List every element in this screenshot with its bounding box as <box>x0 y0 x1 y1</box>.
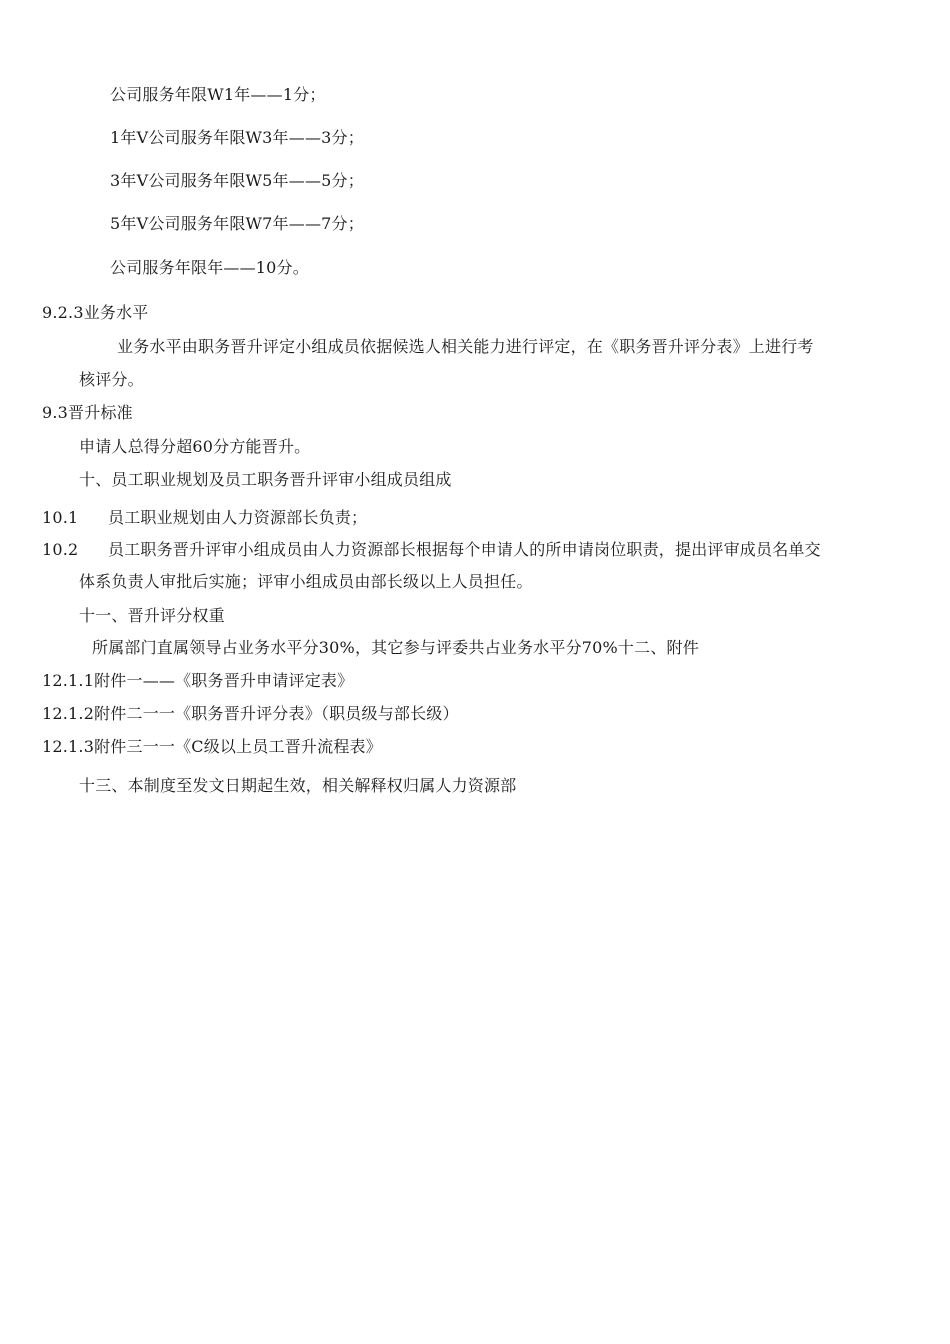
service-years-item-4: 5年V公司服务年限W7年——7分； <box>110 214 364 233</box>
section-10-2-number: 10.2 <box>42 540 79 559</box>
section-9-2-3-body-line1: 业务水平由职务晋升评定小组成员依据候选人相关能力进行评定，在《职务晋升评分表》上进行考 <box>117 337 814 356</box>
service-years-item-1: 公司服务年限W1年——1分； <box>110 85 326 104</box>
section-10-2-text-line1: 员工职务晋升评审小组成员由人力资源部长根据每个申请人的所申请岗位职责，提出评审成员名单交 <box>108 540 821 559</box>
section-9-2-3-heading: 9.2.3业务水平 <box>42 303 149 322</box>
service-years-item-5: 公司服务年限年——10分。 <box>110 258 309 277</box>
section-11-heading: 十一、晋升评分权重 <box>79 606 225 625</box>
section-10-1-number: 10.1 <box>42 508 79 527</box>
section-9-3-body: 申请人总得分超60分方能晋升。 <box>79 437 311 456</box>
section-13-text: 十三、本制度至发文日期起生效，相关解释权归属人力资源部 <box>79 776 517 795</box>
section-9-3-heading: 9.3晋升标准 <box>42 403 133 422</box>
section-11-body: 所属部门直属领导占业务水平分30%，其它参与评委共占业务水平分70%十二、附件 <box>92 638 699 657</box>
section-10-heading: 十、员工职业规划及员工职务晋升评审小组成员组成 <box>79 470 452 489</box>
attachment-item-1: 12.1.1附件一——《职务晋升申请评定表》 <box>42 671 354 690</box>
service-years-item-2: 1年V公司服务年限W3年——3分； <box>110 128 364 147</box>
service-years-item-3: 3年V公司服务年限W5年——5分； <box>110 171 364 190</box>
attachment-item-2: 12.1.2附件二一一《职务晋升评分表》（职员级与部长级） <box>42 704 459 723</box>
section-9-2-3-body-line2: 核评分。 <box>79 370 144 389</box>
attachment-item-3: 12.1.3附件三一一《C级以上员工晋升流程表》 <box>42 737 382 756</box>
section-10-1-text: 员工职业规划由人力资源部长负责； <box>108 508 368 527</box>
section-10-2-text-line2: 体系负责人审批后实施；评审小组成员由部长级以上人员担任。 <box>79 572 533 591</box>
